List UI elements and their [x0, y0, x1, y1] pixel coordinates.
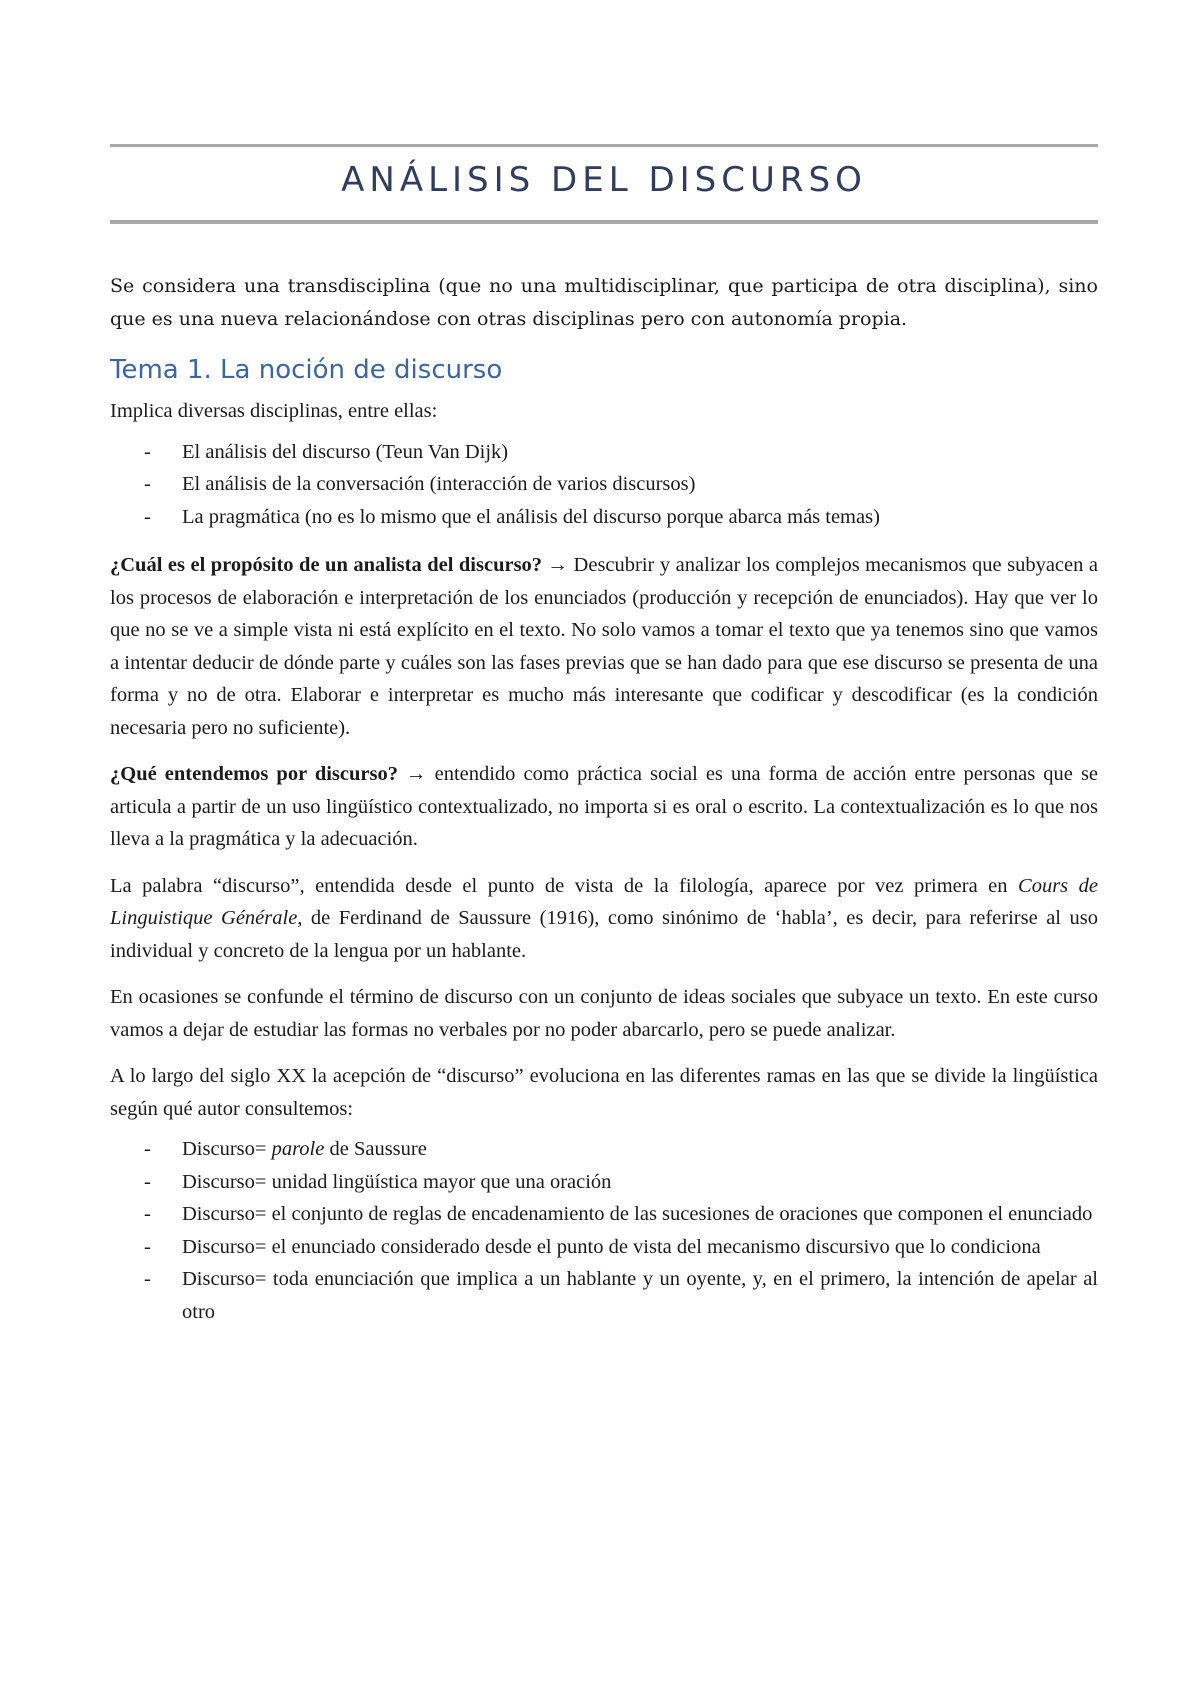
document-body: [110, 270, 1098, 1344]
answer-discourse: entendido como práctica social es una forma de acción entre personas que se articula a partir de un uso lingüístico contextualizado, no importa si es oral o escrito. La contextualización es lo que nos lleva a la pragmática y la adecuación.: [110, 763, 1099, 850]
list-item: - El análisis de la conversación (interacción de varios discursos): [110, 468, 1098, 501]
analyst-purpose-paragraph: [110, 549, 1098, 744]
list-item: - Discurso= el enunciado considerado desde el punto de vista del mecanismo discursivo que lo condiciona: [110, 1231, 1098, 1264]
confusion-paragraph: En ocasiones se confunde el término de discurso con un conjunto de ideas sociales que subyace un texto. En este curso vamos a dejar de estudiar las formas no verbales por no poder abarcarlo, pero se puede analizar.: [110, 986, 1098, 1041]
arrow-icon: →: [406, 763, 427, 785]
title-top-rule: [110, 144, 1098, 147]
dash-bullet: -: [144, 1170, 151, 1193]
list-item: - La pragmática (no es lo mismo que el análisis del discurso porque abarca más temas): [110, 501, 1098, 534]
work-title: Cours de Linguistique Générale: [110, 874, 1099, 929]
title-bottom-rule: [110, 220, 1098, 224]
answer-analyst-purpose: Descubrir y analizar los complejos mecanismos que subyacen a los procesos de elaboración e interpretación de los enunciados (producción y recepción de enunciados). Hay que ver lo que no se ve a simple vista ni está explícito en el texto. No solo vamos a tomar el texto que ya tenemos sino que vamos a intentar deducir de dónde parte y cuáles son las fases previas que se han dado para que ese discurso se presenta de una forma y no de otra. Elaborar e interpretar es mucho más interesante que codificar y descodificar (es la condición necesaria pero no suficiente).: [110, 554, 1098, 739]
disciplines-list: [110, 436, 1098, 534]
intro-paragraph: Se considera una transdisciplina (que no una multidisciplinar, que participa de otra disciplina), sino que es una nueva relacionándose con otras disciplinas pero con autonomía propia.: [110, 275, 1098, 330]
question-discourse: ¿Qué entendemos por discurso?: [110, 763, 398, 785]
dash-bullet: -: [144, 1138, 151, 1160]
document-title: ANÁLISIS DEL DISCURSO: [341, 160, 867, 200]
dash-bullet: -: [144, 1268, 151, 1290]
definitions-list: [110, 1133, 1098, 1328]
dash-bullet: -: [144, 1235, 151, 1258]
dash-bullet: -: [144, 1203, 151, 1225]
list-item: - Discurso= parole de Saussure: [110, 1133, 1098, 1166]
dash-bullet: -: [144, 505, 151, 528]
discourse-definition-paragraph: [110, 758, 1098, 856]
dash-bullet: -: [144, 473, 151, 495]
twentieth-century-paragraph: A lo largo del siglo XX la acepción de “discurso” evoluciona en las diferentes ramas en las que se divide la lingüística según qué autor consultemos:: [110, 1065, 1098, 1120]
list-item: - Discurso= toda enunciación que implica a un hablante y un oyente, y, en el primero, la intención de apelar al otro: [110, 1263, 1098, 1328]
question-analyst-purpose: ¿Cuál es el propósito de un analista del discurso?: [110, 554, 543, 576]
list-item: - El análisis del discurso (Teun Van Dijk): [110, 436, 1098, 469]
disciplines-lead: Implica diversas disciplinas, entre ellas:: [110, 400, 438, 422]
saussure-paragraph: La palabra “discurso”, entendida desde el punto de vista de la filología, aparece por vez primera en Cours de Linguistique Générale, de Ferdinand de Saussure (1916), como sinónimo de ‘habla’, es decir, para referirse al uso individual y concreto de la lengua por un hablante.: [110, 874, 1099, 962]
section-heading: Tema 1. La noción de discurso: [110, 355, 503, 385]
list-item: - Discurso= el conjunto de reglas de encadenamiento de las sucesiones de oraciones que componen el enunciado: [110, 1198, 1098, 1231]
arrow-icon: →: [547, 554, 569, 576]
list-item: - Discurso= unidad lingüística mayor que una oración: [110, 1166, 1098, 1199]
dash-bullet: -: [144, 440, 151, 463]
